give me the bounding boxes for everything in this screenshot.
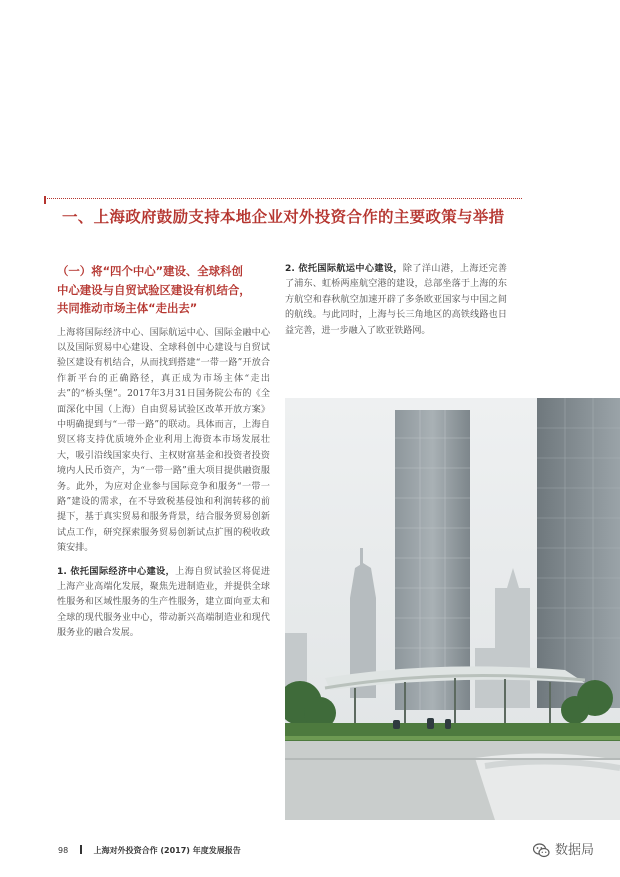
- watermark: [533, 839, 594, 858]
- page-number: 98: [58, 846, 69, 855]
- item-2: [285, 262, 507, 339]
- subheading-line: 中心建设与自贸试验区建设有机结合，: [57, 282, 251, 297]
- item-2-text: 除了洋山港，上海还完善了浦东、虹桥两座航空港的建设，总部坐落于上海的东方航空和春秋航空加速开辟了多条欧亚国家与中国之间的航线。与此同时，上海与长三角地区的高铁线路也日益完善，进一步融入了欧亚铁路网。: [285, 264, 507, 336]
- page-footer: [58, 845, 241, 856]
- watermark-text: 数据局: [555, 843, 595, 858]
- city-photo-illustration: [285, 398, 620, 820]
- right-column: [285, 262, 507, 347]
- item-2-lead: 2. 依托国际航运中心建设，: [285, 264, 403, 274]
- report-title: 上海对外投资合作 (2017) 年度发展报告: [93, 846, 241, 855]
- subheading-line: 共同推动市场主体“走出去”: [57, 301, 198, 315]
- header-rule: [44, 198, 522, 199]
- city-photo: [285, 398, 620, 820]
- wechat-icon: [533, 843, 550, 858]
- item-1-text: 上海自贸试验区将促进上海产业高端化发展，聚焦先进制造业，并提供全球性服务和区域性服务的生产性服务，建立面向亚太和全球的现代服务业中心，带动新兴高端制造业和现代服务业的融合发展。: [57, 566, 270, 639]
- subheading: [57, 262, 270, 318]
- footer-separator: [80, 845, 81, 854]
- left-column: [57, 262, 270, 650]
- item-1: [57, 565, 270, 642]
- item-1-lead: 1. 依托国际经济中心建设，: [57, 566, 176, 577]
- subheading-line: （一）将“四个中心”建设、全球科创: [57, 264, 243, 278]
- section-title: 一、上海政府鼓励支持本地企业对外投资合作的主要政策与举措: [62, 208, 505, 226]
- paragraph-intro: 上海将国际经济中心、国际航运中心、国际金融中心以及国际贸易中心建设、全球科创中心建设与自贸试验区建设有机结合，从而找到搭建“一带一路”开放合作新平台的正确路径，真正成为市场主体“走出去”的“桥头堡”。2017年3月31日国务院公布的《全面深化中国（上海）自由贸易试验区改革开放方案》中明确提到与“一带一路”的联动。具体而言，上海自贸区将支持优质境外企业利用上海资本市场发展壮大，吸引沿线国家央行、主权财富基金和投资者投资境内人民币资产，为“一带一路”重大项目提供融资服务。此外，为应对企业参与国际竞争和服务“一带一路”建设的需求，在不导致税基侵蚀和利润转移的前提下，基于真实贸易和服务背景，结合服务贸易创新试点工作，研究探索服务贸易创新试点扩围的税收政策安排。: [57, 327, 270, 554]
